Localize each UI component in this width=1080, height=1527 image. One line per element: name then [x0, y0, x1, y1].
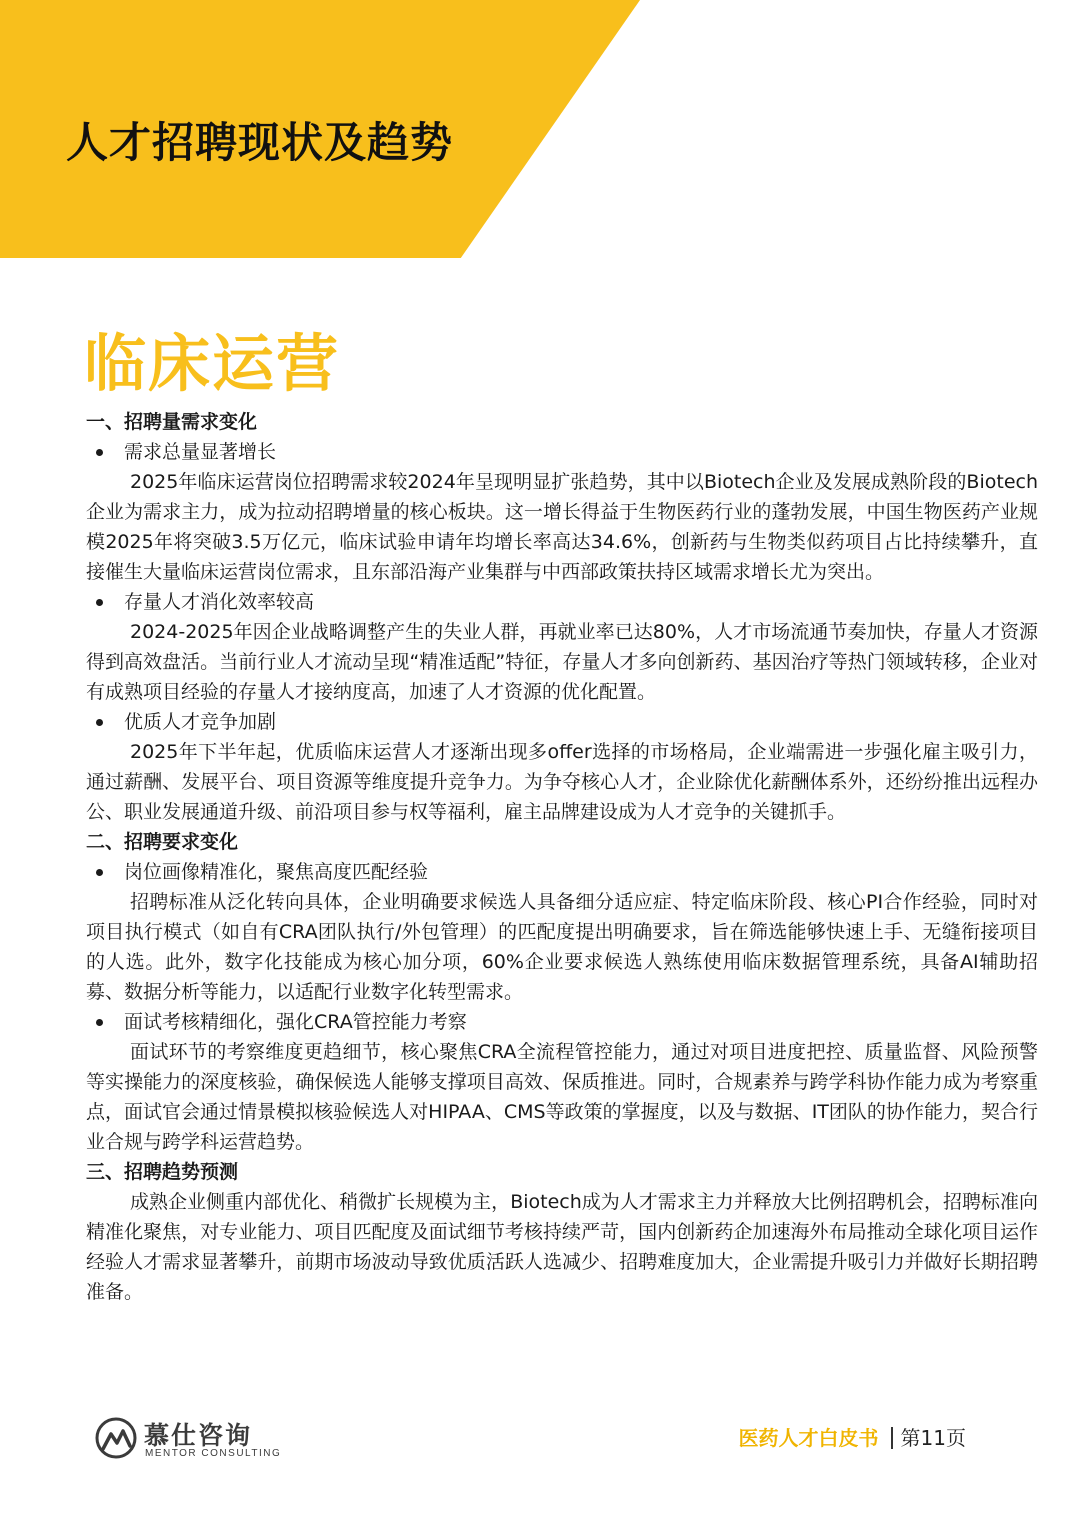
footer-divider — [891, 1427, 893, 1449]
paragraph: 2024-2025年因企业战略调整产生的失业人群，再就业率已达80%，人才市场流通节奏加快，存量人才资源得到高效盘活。当前行业人才流动呈现“精准适配”特征，存量人才多向创新药、基因治疗等热门领域转移，企业对有成熟项目经验的存量人才接纳度高，加速了人才资源的优化配置。 — [86, 621, 1038, 703]
paragraph: 面试环节的考察维度更趋细节，核心聚焦CRA全流程管控能力，通过对项目进度把控、质量监督、风险预警等实操能力的深度核验，确保候选人能够支撑项目高效、保质推进。同时，合规素养与跨学科协作能力成为考察重点，面试官会通过情景模拟核验候选人对HIPAA、CMS等政策的掌握度，以及与数据、IT团队的协作能力，契合行业合规与跨学科运营趋势。 — [86, 1041, 1038, 1153]
heading-recruitment-demand: 一、招聘量需求变化 — [86, 411, 258, 433]
bullet-item: 存量人才消化效率较高 — [86, 587, 1038, 617]
bullet-item: 优质人才竞争加剧 — [86, 707, 1038, 737]
footer-info — [739, 1422, 966, 1451]
heading-recruitment-forecast: 三、招聘趋势预测 — [86, 1161, 239, 1183]
bullet-item: 岗位画像精准化，聚焦高度匹配经验 — [86, 857, 1038, 887]
company-logo — [94, 1414, 294, 1464]
bullet-item: 面试考核精细化，强化CRA管控能力考察 — [86, 1007, 1038, 1037]
bullet-item: 需求总量显著增长 — [86, 437, 1038, 467]
logo-chinese-name: 慕仕咨询 — [144, 1421, 253, 1450]
article-body — [86, 407, 1038, 1307]
section-title: 临床运营 — [84, 327, 341, 400]
paragraph: 2025年临床运营岗位招聘需求较2024年呈现明显扩张趋势，其中以Biotech企业及发展成熟阶段的Biotech企业为需求主力，成为拉动招聘增量的核心板块。这一增长得益于生物医药行业的蓬勃发展，中国生物医药产业规模2025年将突破3.5万亿元，临床试验申请年均增长率高达34.6%，创新药与生物类似药项目占比持续攀升，直接催生大量临床运营岗位需求，且东部沿海产业集群与中西部政策扶持区域需求增长尤为突出。 — [86, 471, 1038, 583]
page-title: 人才招聘现状及趋势 — [66, 118, 454, 167]
footer-book-title: 医药人才白皮书 — [738, 1426, 879, 1450]
paragraph: 2025年下半年起，优质临床运营人才逐渐出现多offer选择的市场格局，企业端需进一步强化雇主吸引力，通过薪酬、发展平台、项目资源等维度提升竞争力。为争夺核心人才，企业除优化薪酬体系外，还纷纷推出远程办公、职业发展通道升级、前沿项目参与权等福利，雇主品牌建设成为人才竞争的关键抓手。 — [86, 741, 1038, 823]
heading-recruitment-requirements: 二、招聘要求变化 — [86, 831, 239, 853]
paragraph: 成熟企业侧重内部优化、稍微扩长规模为主，Biotech成为人才需求主力并释放大比例招聘机会，招聘标准向精准化聚焦，对专业能力、项目匹配度及面试细节考核持续严苛，国内创新药企加速海外布局推动全球化项目运作经验人才需求显著攀升，前期市场波动导致优质活跃人选减少、招聘难度加大，企业需提升吸引力并做好长期招聘准备。 — [86, 1191, 1038, 1303]
logo-english-name: MENTOR CONSULTING — [145, 1448, 282, 1459]
page-number: 第11页 — [900, 1426, 966, 1450]
paragraph: 招聘标准从泛化转向具体，企业明确要求候选人具备细分适应症、特定临床阶段、核心PI合作经验，同时对项目执行模式（如自有CRA团队执行/外包管理）的匹配度提出明确要求，旨在筛选能够快速上手、无缝衔接项目的人选。此外，数字化技能成为核心加分项，60%企业要求候选人熟练使用临床数据管理系统，具备AI辅助招募、数据分析等能力，以适配行业数字化转型需求。 — [86, 891, 1038, 1003]
mountain-logo-icon — [94, 1416, 138, 1460]
